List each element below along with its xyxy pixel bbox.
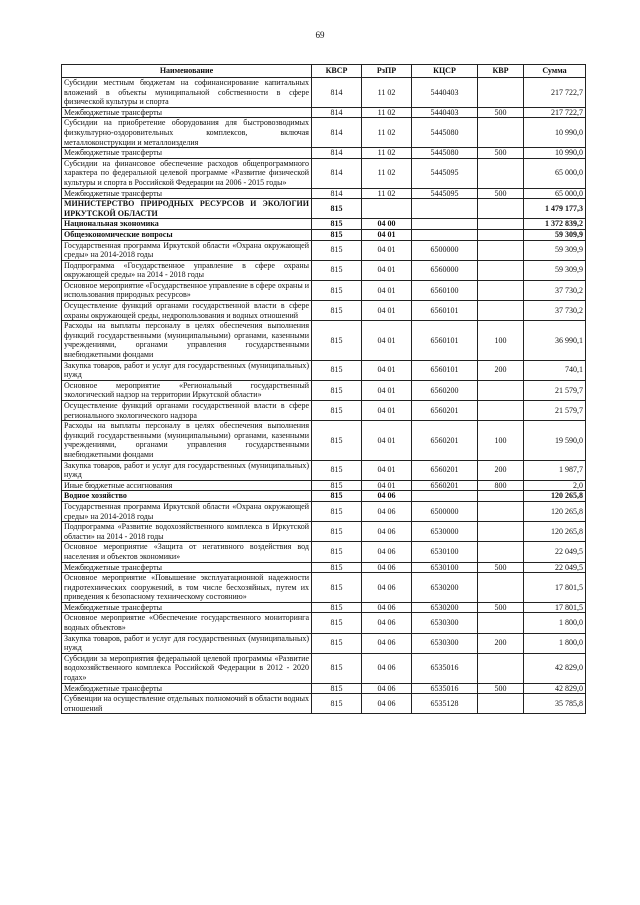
- cell-sum: 10 990,0: [524, 118, 586, 148]
- cell-kvr: 500: [478, 107, 524, 118]
- cell-name: Национальная экономика: [62, 219, 312, 230]
- cell-name: Субсидии на финансовое обеспечение расходов общепрограммного характера по федеральной целевой программе «Развитие физической культуры и спорта в Российской Федерации на 2006 - 2015 годы»: [62, 158, 312, 188]
- cell-kcsr: 6530300: [412, 613, 478, 633]
- cell-name: Субсидии на приобретение оборудования для быстровозводимых физкультурно-оздоровительных комплексов, включая металлоконструкции и металлоизделия: [62, 118, 312, 148]
- table-row: [62, 562, 586, 573]
- cell-sum: 21 579,7: [524, 401, 586, 421]
- cell-kvr: [478, 199, 524, 219]
- cell-rzpr: 11 02: [362, 107, 412, 118]
- cell-rzpr: 04 01: [362, 260, 412, 280]
- table-row: [62, 602, 586, 613]
- cell-kvsr: 815: [312, 380, 362, 400]
- cell-kvr: [478, 491, 524, 502]
- cell-sum: 17 801,5: [524, 602, 586, 613]
- cell-sum: 35 785,8: [524, 694, 586, 714]
- table-row: [62, 188, 586, 199]
- cell-name: Водное хозяйство: [62, 491, 312, 502]
- cell-kvr: [478, 522, 524, 542]
- table-row: [62, 380, 586, 400]
- cell-rzpr: 04 01: [362, 301, 412, 321]
- cell-kvr: [478, 653, 524, 683]
- table-row: [62, 118, 586, 148]
- cell-rzpr: 04 06: [362, 501, 412, 521]
- table-row: [62, 199, 586, 219]
- cell-kvsr: 815: [312, 562, 362, 573]
- cell-kcsr: 6560000: [412, 260, 478, 280]
- table-row: [62, 683, 586, 694]
- cell-sum: 1 372 839,2: [524, 219, 586, 230]
- cell-kvr: [478, 260, 524, 280]
- table-row: [62, 360, 586, 380]
- cell-kvr: [478, 613, 524, 633]
- cell-kvr: [478, 573, 524, 603]
- cell-rzpr: 04 06: [362, 653, 412, 683]
- cell-kvr: 200: [478, 633, 524, 653]
- cell-kcsr: 6560201: [412, 401, 478, 421]
- cell-name: Межбюджетные трансферты: [62, 107, 312, 118]
- header-sum: Сумма: [524, 65, 586, 78]
- cell-kvsr: 815: [312, 602, 362, 613]
- cell-sum: 65 000,0: [524, 188, 586, 199]
- cell-name: Субвенции на осуществление отдельных полномочий в области водных отношений: [62, 694, 312, 714]
- cell-kcsr: 5445095: [412, 158, 478, 188]
- cell-sum: 1 800,0: [524, 633, 586, 653]
- cell-kvr: 500: [478, 562, 524, 573]
- cell-name: Закупка товаров, работ и услуг для государственных (муниципальных) нужд: [62, 633, 312, 653]
- cell-kcsr: 6530200: [412, 573, 478, 603]
- cell-kvsr: 814: [312, 148, 362, 159]
- cell-kvr: 100: [478, 321, 524, 360]
- cell-name: Субсидии за мероприятия федеральной целевой программы «Развитие водохозяйственного комплекса Российской Федерации в 2012 - 2020 годах»: [62, 653, 312, 683]
- cell-sum: 217 722,7: [524, 107, 586, 118]
- cell-kcsr: 6530100: [412, 562, 478, 573]
- cell-rzpr: 11 02: [362, 158, 412, 188]
- cell-kvsr: 815: [312, 360, 362, 380]
- cell-kcsr: 5445080: [412, 118, 478, 148]
- cell-kvr: [478, 118, 524, 148]
- cell-rzpr: 04 06: [362, 683, 412, 694]
- table-row: [62, 613, 586, 633]
- cell-kvr: [478, 240, 524, 260]
- cell-kcsr: 6500000: [412, 240, 478, 260]
- cell-kvsr: 814: [312, 78, 362, 108]
- cell-rzpr: 04 01: [362, 380, 412, 400]
- cell-kvsr: 814: [312, 107, 362, 118]
- cell-kvsr: 815: [312, 683, 362, 694]
- cell-rzpr: 11 02: [362, 148, 412, 159]
- cell-sum: 59 309,9: [524, 240, 586, 260]
- cell-rzpr: 04 06: [362, 602, 412, 613]
- cell-rzpr: 04 01: [362, 321, 412, 360]
- cell-kvsr: 815: [312, 240, 362, 260]
- cell-rzpr: 11 02: [362, 188, 412, 199]
- cell-kvsr: 815: [312, 501, 362, 521]
- cell-name: Межбюджетные трансферты: [62, 148, 312, 159]
- cell-name: Подпрограмма «Развитие водохозяйственного комплекса в Иркутской области» на 2014 - 2018 годы: [62, 522, 312, 542]
- cell-rzpr: 04 06: [362, 562, 412, 573]
- cell-kvr: 500: [478, 602, 524, 613]
- cell-kvr: [478, 229, 524, 240]
- cell-kvsr: 815: [312, 460, 362, 480]
- cell-rzpr: 04 01: [362, 229, 412, 240]
- cell-kcsr: 5445095: [412, 188, 478, 199]
- cell-rzpr: 04 06: [362, 491, 412, 502]
- cell-sum: 1 800,0: [524, 613, 586, 633]
- cell-kvr: 200: [478, 360, 524, 380]
- cell-name: Основное мероприятие «Защита от негативного воздействия вод населения и объектов экономики»: [62, 542, 312, 562]
- cell-rzpr: 04 00: [362, 219, 412, 230]
- cell-sum: 120 265,8: [524, 501, 586, 521]
- table-row: [62, 401, 586, 421]
- table-row: [62, 148, 586, 159]
- table-row: [62, 421, 586, 460]
- cell-kvsr: 815: [312, 280, 362, 300]
- cell-name: Основное мероприятие «Обеспечение государственного мониторинга водных объектов»: [62, 613, 312, 633]
- cell-kcsr: 6560100: [412, 280, 478, 300]
- cell-kvsr: 815: [312, 229, 362, 240]
- cell-rzpr: 04 06: [362, 694, 412, 714]
- cell-kvsr: 815: [312, 480, 362, 491]
- cell-rzpr: 04 06: [362, 542, 412, 562]
- cell-name: Основное мероприятие «Государственное управление в сфере охраны и использования природных ресурсов»: [62, 280, 312, 300]
- cell-rzpr: 04 01: [362, 480, 412, 491]
- cell-kvsr: 815: [312, 633, 362, 653]
- cell-kvsr: 815: [312, 573, 362, 603]
- table-row: [62, 491, 586, 502]
- cell-name: Закупка товаров, работ и услуг для государственных (муниципальных) нужд: [62, 460, 312, 480]
- cell-name: Осуществление функций органами государственной власти в сфере регионального экологического надзора: [62, 401, 312, 421]
- cell-kcsr: 6530300: [412, 633, 478, 653]
- table-row: [62, 480, 586, 491]
- cell-kvsr: 815: [312, 260, 362, 280]
- cell-rzpr: 11 02: [362, 78, 412, 108]
- cell-sum: 59 309,9: [524, 229, 586, 240]
- cell-kvr: [478, 158, 524, 188]
- cell-rzpr: 04 01: [362, 240, 412, 260]
- cell-kvsr: 815: [312, 613, 362, 633]
- cell-kvr: 500: [478, 683, 524, 694]
- cell-kvsr: 815: [312, 491, 362, 502]
- table-row: [62, 280, 586, 300]
- cell-kvsr: 815: [312, 219, 362, 230]
- cell-kcsr: 5440403: [412, 78, 478, 108]
- cell-sum: 59 309,9: [524, 260, 586, 280]
- cell-sum: 42 829,0: [524, 653, 586, 683]
- cell-kvsr: 814: [312, 188, 362, 199]
- cell-rzpr: 04 01: [362, 280, 412, 300]
- cell-kcsr: 6560101: [412, 301, 478, 321]
- cell-kcsr: [412, 491, 478, 502]
- cell-kvr: 500: [478, 148, 524, 159]
- cell-kvsr: 815: [312, 401, 362, 421]
- cell-name: Расходы на выплаты персоналу в целях обеспечения выполнения функций государственными (муниципальными) органами, казенными учреждениями, органами управления государственными внебюджетными фондами: [62, 321, 312, 360]
- cell-kcsr: 6560101: [412, 321, 478, 360]
- cell-sum: 19 590,0: [524, 421, 586, 460]
- cell-kvr: [478, 401, 524, 421]
- cell-sum: 37 730,2: [524, 301, 586, 321]
- cell-sum: 740,1: [524, 360, 586, 380]
- cell-rzpr: 04 06: [362, 613, 412, 633]
- table-row: [62, 522, 586, 542]
- cell-name: Подпрограмма «Государственное управление в сфере охраны окружающей среды» на 2014 - 2018 годы: [62, 260, 312, 280]
- cell-kvsr: 815: [312, 301, 362, 321]
- cell-name: Государственная программа Иркутской области «Охрана окружающей среды» на 2014-2018 годы: [62, 501, 312, 521]
- table-row: [62, 633, 586, 653]
- cell-kcsr: 6560201: [412, 421, 478, 460]
- cell-sum: 2,0: [524, 480, 586, 491]
- cell-sum: 36 990,1: [524, 321, 586, 360]
- cell-kcsr: 6530200: [412, 602, 478, 613]
- cell-kvr: 100: [478, 421, 524, 460]
- cell-sum: 1 987,7: [524, 460, 586, 480]
- cell-kcsr: 6560101: [412, 360, 478, 380]
- cell-kcsr: 6535016: [412, 683, 478, 694]
- cell-kvr: [478, 542, 524, 562]
- cell-kcsr: 6535016: [412, 653, 478, 683]
- cell-kvsr: 815: [312, 421, 362, 460]
- cell-rzpr: 04 01: [362, 360, 412, 380]
- cell-kcsr: 6530000: [412, 522, 478, 542]
- header-name: Наименование: [62, 65, 312, 78]
- cell-kvr: 500: [478, 188, 524, 199]
- cell-name: Основное мероприятие «Повышение эксплуатационной надежности гидротехнических сооружений, в том числе бесхозяйных, путем их приведения к безопасному техническому состоянию»: [62, 573, 312, 603]
- cell-kcsr: 6530100: [412, 542, 478, 562]
- table-row: [62, 573, 586, 603]
- table-row: [62, 501, 586, 521]
- page-number: 69: [315, 30, 325, 40]
- cell-kvr: [478, 694, 524, 714]
- cell-kcsr: [412, 229, 478, 240]
- cell-name: Межбюджетные трансферты: [62, 562, 312, 573]
- table-row: [62, 229, 586, 240]
- table-row: [62, 321, 586, 360]
- cell-kcsr: 6500000: [412, 501, 478, 521]
- cell-name: Государственная программа Иркутской области «Охрана окружающей среды» на 2014-2018 годы: [62, 240, 312, 260]
- header-kvr: КВР: [478, 65, 524, 78]
- table-row: [62, 78, 586, 108]
- cell-sum: 21 579,7: [524, 380, 586, 400]
- cell-kvsr: 815: [312, 321, 362, 360]
- cell-sum: 17 801,5: [524, 573, 586, 603]
- cell-kcsr: 6560201: [412, 460, 478, 480]
- cell-sum: 42 829,0: [524, 683, 586, 694]
- cell-kvr: [478, 219, 524, 230]
- cell-sum: 65 000,0: [524, 158, 586, 188]
- cell-kvr: [478, 301, 524, 321]
- table-row: [62, 240, 586, 260]
- cell-kvr: [478, 280, 524, 300]
- header-kvsr: КВСР: [312, 65, 362, 78]
- table-row: [62, 107, 586, 118]
- cell-kcsr: [412, 199, 478, 219]
- table-row: [62, 460, 586, 480]
- table-header-row: [62, 65, 586, 78]
- cell-name: Расходы на выплаты персоналу в целях обеспечения выполнения функций государственными (муниципальными) органами, казенными учреждениями, органами управления государственными внебюджетными фондами: [62, 421, 312, 460]
- cell-kvr: [478, 501, 524, 521]
- cell-name: Общеэкономические вопросы: [62, 229, 312, 240]
- budget-table: [61, 64, 586, 714]
- cell-name: Субсидии местным бюджетам на софинансирование капитальных вложений в объекты муниципальной собственности в сфере физической культуры и спорта: [62, 78, 312, 108]
- table-row: [62, 301, 586, 321]
- cell-sum: 10 990,0: [524, 148, 586, 159]
- table-row: [62, 542, 586, 562]
- cell-kvsr: 815: [312, 199, 362, 219]
- cell-name: Основное мероприятие «Региональный государственный экологический надзор на территории Иркутской области»: [62, 380, 312, 400]
- cell-kvr: 800: [478, 480, 524, 491]
- cell-kcsr: [412, 219, 478, 230]
- cell-rzpr: 04 06: [362, 573, 412, 603]
- cell-name: Межбюджетные трансферты: [62, 683, 312, 694]
- cell-kcsr: 6560200: [412, 380, 478, 400]
- cell-kvsr: 815: [312, 653, 362, 683]
- cell-kvsr: 814: [312, 118, 362, 148]
- cell-kvr: [478, 380, 524, 400]
- cell-name: Иные бюджетные ассигнования: [62, 480, 312, 491]
- cell-kvsr: 814: [312, 158, 362, 188]
- cell-sum: 22 049,5: [524, 542, 586, 562]
- header-kcsr: КЦСР: [412, 65, 478, 78]
- cell-rzpr: [362, 199, 412, 219]
- cell-name: Закупка товаров, работ и услуг для государственных (муниципальных) нужд: [62, 360, 312, 380]
- cell-name: Межбюджетные трансферты: [62, 602, 312, 613]
- cell-sum: 37 730,2: [524, 280, 586, 300]
- cell-rzpr: 04 06: [362, 633, 412, 653]
- header-rzpr: РзПР: [362, 65, 412, 78]
- table-row: [62, 158, 586, 188]
- table-body: [62, 78, 586, 714]
- cell-name: Межбюджетные трансферты: [62, 188, 312, 199]
- cell-kcsr: 5440403: [412, 107, 478, 118]
- cell-rzpr: 04 01: [362, 460, 412, 480]
- cell-sum: 1 479 177,3: [524, 199, 586, 219]
- cell-rzpr: 04 01: [362, 401, 412, 421]
- table-row: [62, 653, 586, 683]
- cell-sum: 120 265,8: [524, 491, 586, 502]
- table-row: [62, 219, 586, 230]
- cell-sum: 22 049,5: [524, 562, 586, 573]
- cell-kcsr: 5445080: [412, 148, 478, 159]
- cell-rzpr: 04 06: [362, 522, 412, 542]
- cell-name: МИНИСТЕРСТВО ПРИРОДНЫХ РЕСУРСОВ И ЭКОЛОГИИ ИРКУТСКОЙ ОБЛАСТИ: [62, 199, 312, 219]
- cell-kvsr: 815: [312, 522, 362, 542]
- cell-kvr: [478, 78, 524, 108]
- cell-kvsr: 815: [312, 694, 362, 714]
- cell-sum: 217 722,7: [524, 78, 586, 108]
- cell-name: Осуществление функций органами государственной власти в сфере охраны окружающей среды, недропользования и водных отношений: [62, 301, 312, 321]
- cell-rzpr: 04 01: [362, 421, 412, 460]
- cell-kcsr: 6560201: [412, 480, 478, 491]
- cell-sum: 120 265,8: [524, 522, 586, 542]
- table-row: [62, 260, 586, 280]
- cell-kvr: 200: [478, 460, 524, 480]
- cell-kvsr: 815: [312, 542, 362, 562]
- table-row: [62, 694, 586, 714]
- cell-kcsr: 6535128: [412, 694, 478, 714]
- cell-rzpr: 11 02: [362, 118, 412, 148]
